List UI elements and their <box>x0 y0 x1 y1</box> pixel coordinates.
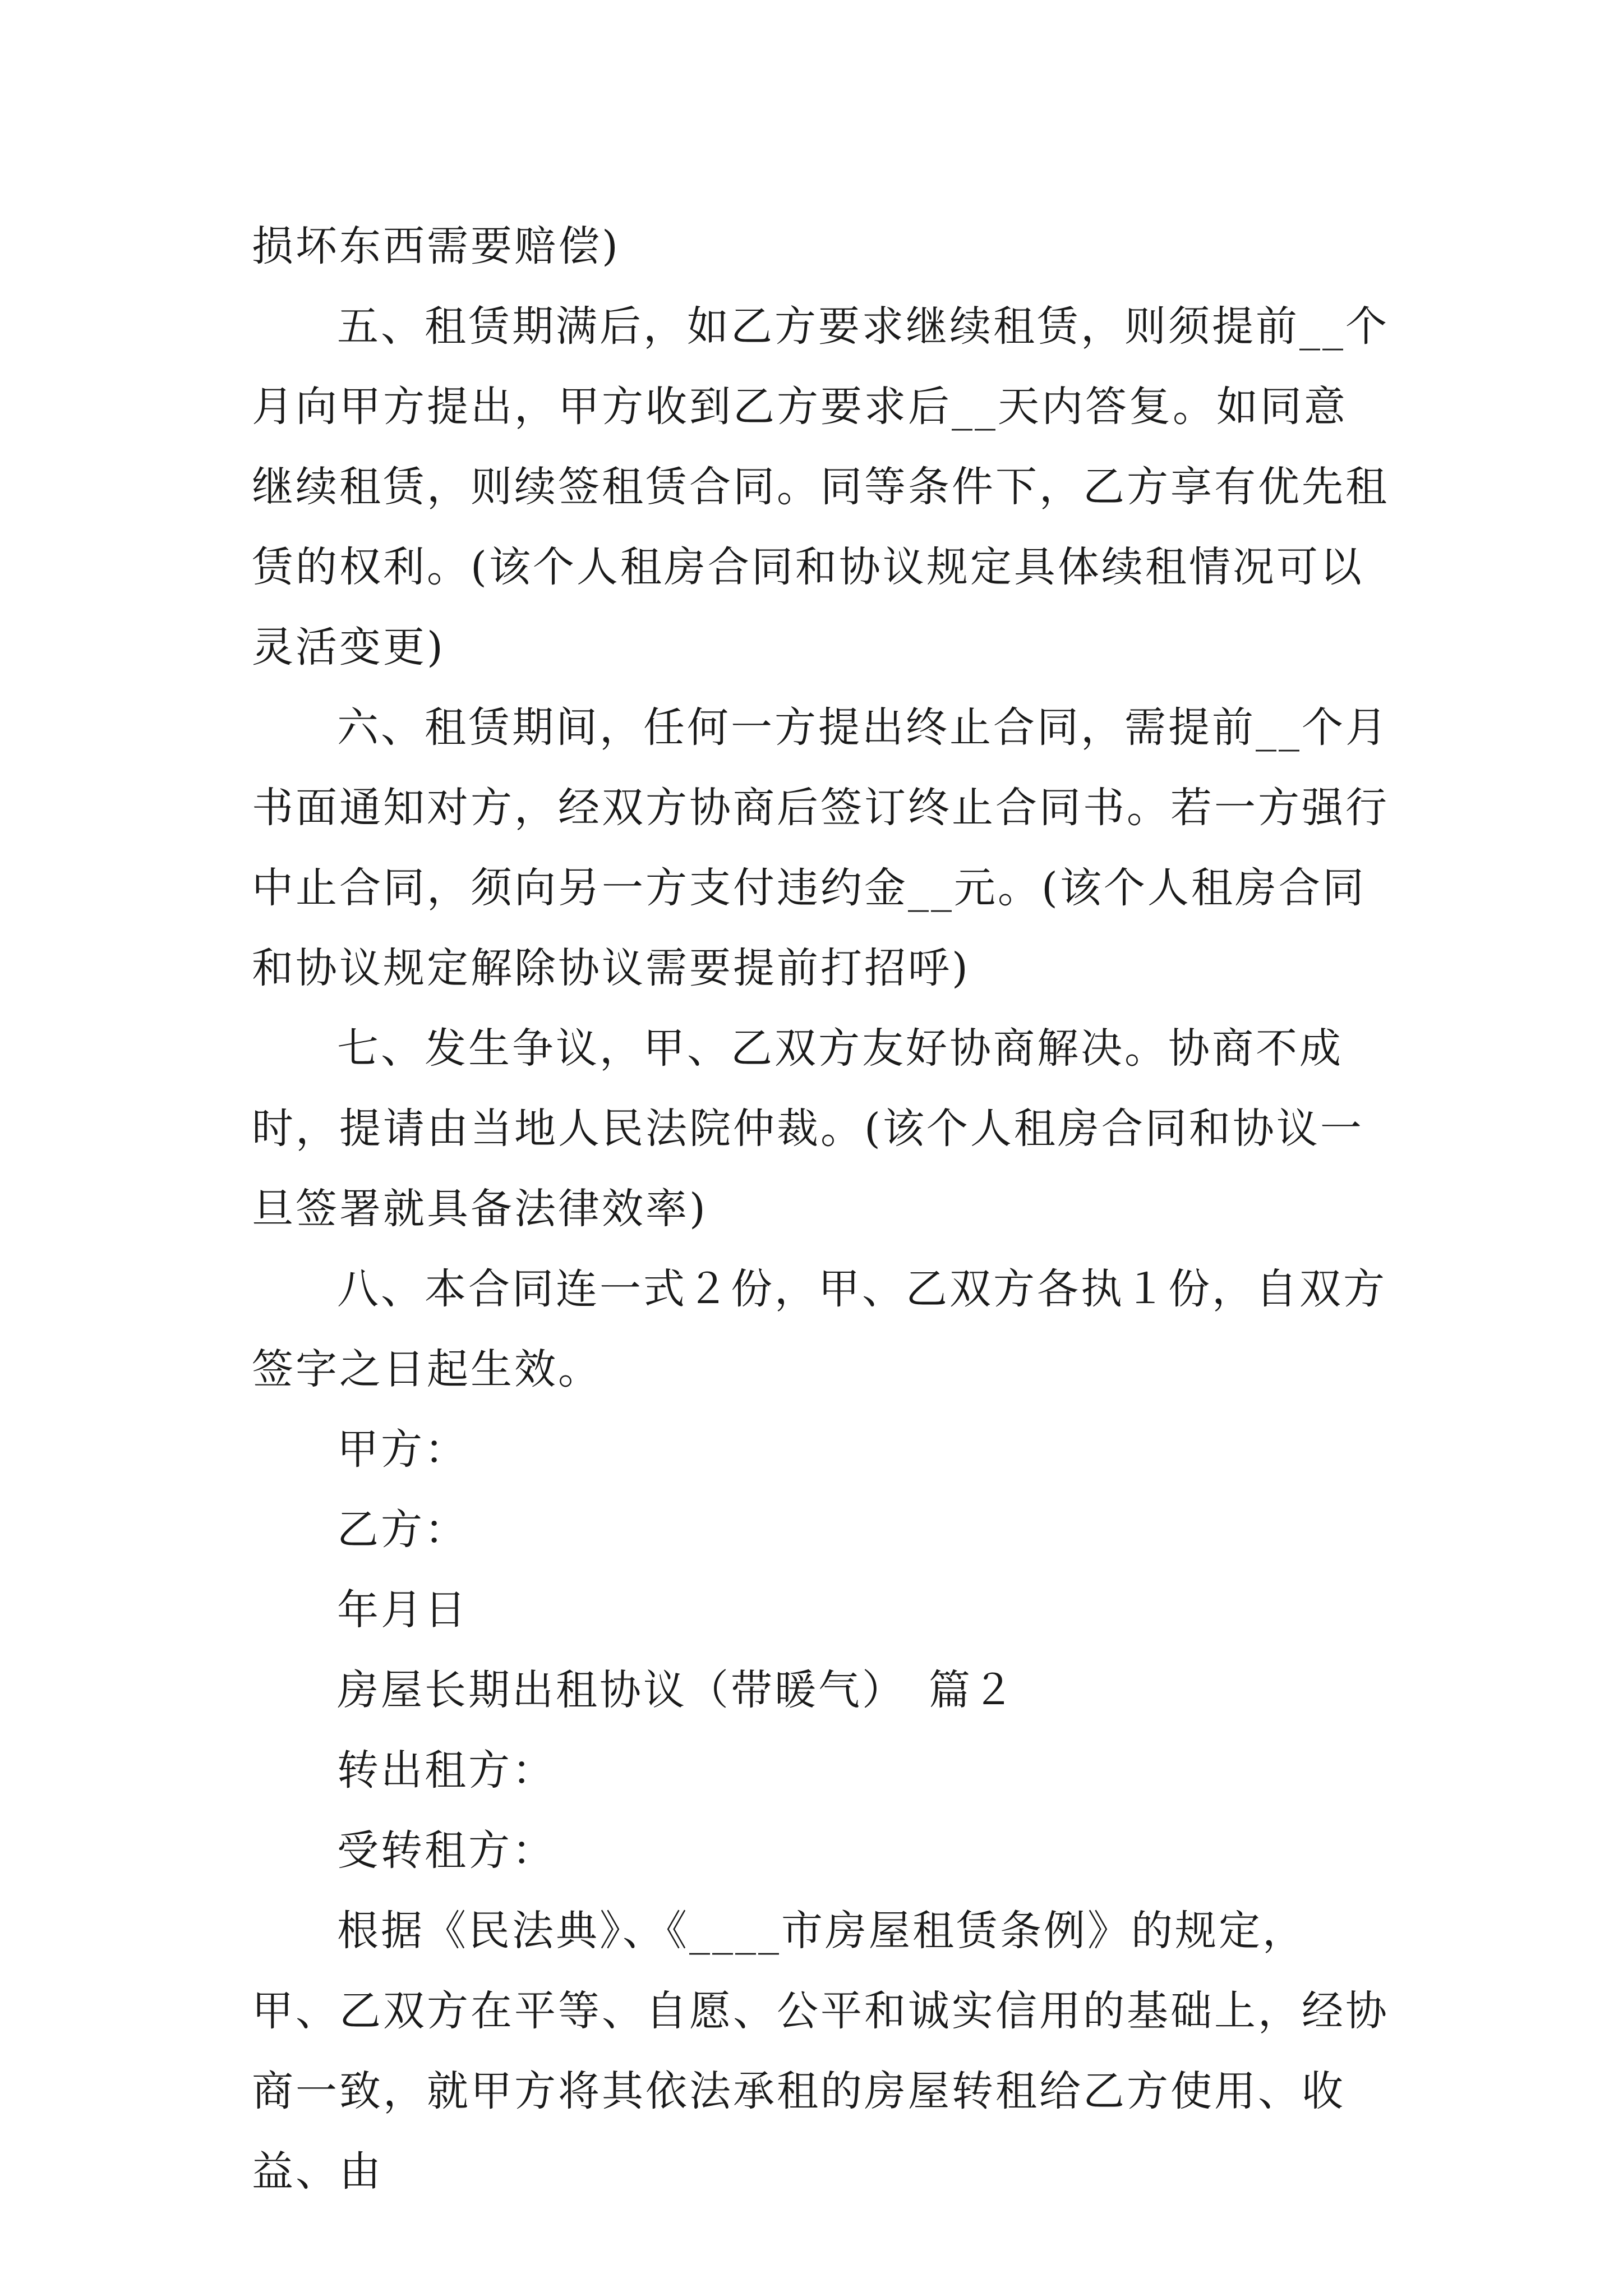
party-b-signature: 乙方： <box>337 1506 468 1554</box>
sublessee-line: 受转租方： <box>337 1826 556 1875</box>
document-body <box>252 206 1390 2212</box>
clause-6: 六、租赁期间，任何一方提出终止合同，需提前__个月书面通知对方，经双方协商后签订终止合同书。若一方强行中止合同，须向另一方支付违约金__元。(该个人租房合同和协议规定解除协议需要提前打招呼) <box>252 703 1389 992</box>
party-a-signature: 甲方： <box>337 1425 468 1474</box>
section-title: 房屋长期出租协议（带暖气） 篇２ <box>337 1666 1016 1714</box>
clause-7: 七、发生争议，甲、乙双方友好协商解决。协商不成时，提请由当地人民法院仲裁。(该个人租房合同和协议一旦签署就具备法律效率) <box>252 1024 1364 1233</box>
date-line: 年月日 <box>337 1586 468 1634</box>
preamble-paragraph: 根据《民法典》、《____市房屋租赁条例》的规定，甲、乙双方在平等、自愿、公平和诚实信用的基础上，经协商一致，就甲方将其依法承租的房屋转租给乙方使用、收益、由 <box>252 1907 1389 2196</box>
paragraph-continuation: 损坏东西需要赔偿) <box>252 222 620 270</box>
sublessor-line: 转出租方： <box>337 1746 556 1795</box>
clause-8: 八、本合同连一式２份，甲、乙双方各执１份，自双方签字之日起生效。 <box>252 1265 1387 1393</box>
clause-5: 五、租赁期满后，如乙方要求继续租赁，则须提前__个月向甲方提出，甲方收到乙方要求后__天内答复。如同意继续租赁，则续签租赁合同。同等条件下，乙方享有优先租赁的权利。(该个人租房合同和协议规定具体续租情况可以灵活变更) <box>252 302 1389 671</box>
